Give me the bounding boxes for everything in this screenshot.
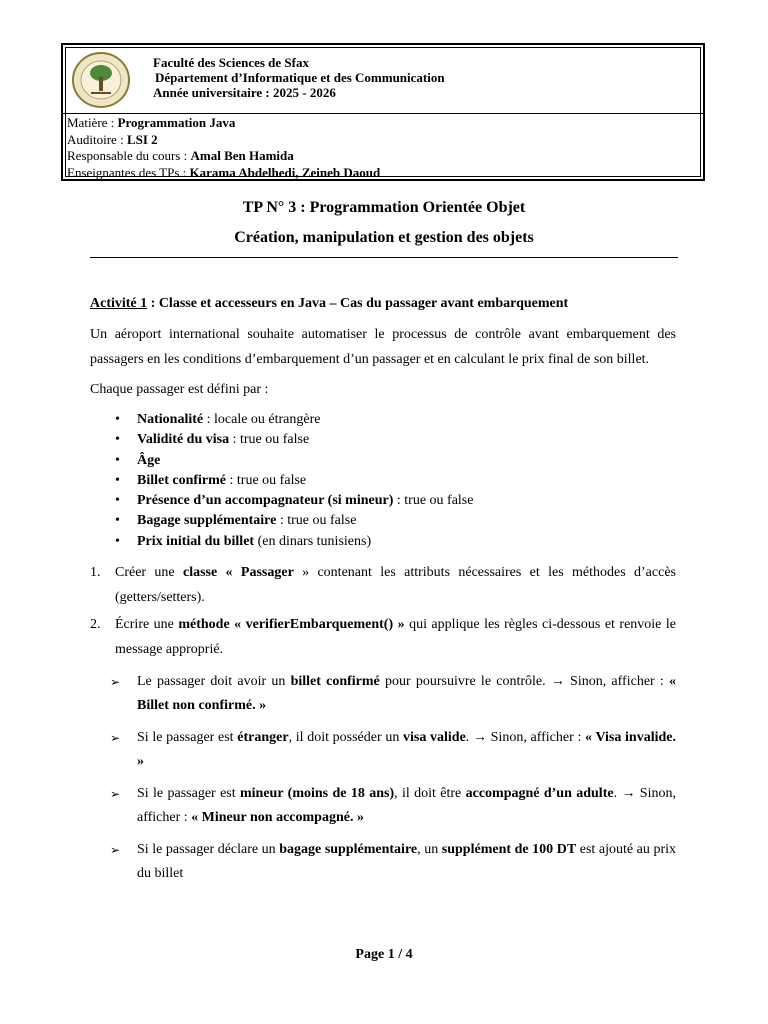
rule-text: , un [417,842,442,858]
rule-item [90,782,676,830]
rule-text: pour poursuivre le contrôle. → Sinon, afficher : [379,674,670,690]
rule-text: billet confirmé [290,674,380,690]
course-audience [67,132,380,149]
page-number-total: 4 [405,947,413,962]
rule-text: bagage supplémentaire [279,842,418,858]
attributes-intro: Chaque passager est défini par : [90,382,269,397]
attribute-name: Présence d’un accompagnateur (si mineur) [137,493,394,509]
rule-text: , il doit être [394,786,466,802]
step-text: qui applique les règles ci-dessous et renvoie le message approprié. [115,617,676,658]
document-subtitle: Création, manipulation et gestion des objets [234,229,534,246]
document-title: TP N° 3 : Programmation Orientée Objet [242,199,526,216]
rule-item [90,726,676,774]
header-box [61,43,705,181]
arrow-bullet-icon: ➢ [110,731,121,746]
arrow-bullet-icon: ➢ [110,787,121,802]
attribute-item [90,532,676,552]
institution-faculty: Faculté des Sciences de Sfax [153,55,309,70]
rule-text: Le passager doit avoir un [137,674,291,690]
page-number-current: 1 [387,947,395,962]
attribute-name: Nationalité [137,412,204,427]
rule-text: , il doit posséder un [288,730,403,746]
course-lab-teachers [67,165,380,182]
rule-text: Si le passager est [137,730,238,746]
rule-text: Si le passager déclare un [137,842,280,858]
page-number-separator: / [394,947,406,962]
header-institution-section [63,45,703,114]
step-text: méthode « verifierEmbarquement() » [178,617,405,633]
institution-academic-year: Année universitaire : 2025 - 2026 [153,85,336,100]
main-content [90,294,676,886]
attribute-desc: (en dinars tunisiens) [254,533,372,549]
course-lab-teachers-label: Enseignantes des TPs : [67,164,190,180]
course-lecturer-label: Responsable du cours : [67,148,191,163]
course-lecturer [67,148,380,165]
step-text: classe « Passager [183,565,294,581]
attribute-item [90,451,676,471]
attribute-item [90,410,676,430]
attribute-name: Validité du visa [137,432,230,448]
course-lab-teachers-value: Karama Abdelhedi, Zeineb Daoud [189,164,381,180]
attributes-list [90,410,676,552]
course-audience-label: Auditoire : [67,131,127,147]
attribute-name: Bagage supplémentaire [137,513,277,529]
steps-list [90,560,676,662]
step-item [90,560,676,610]
page-footer [0,947,768,963]
rule-text: mineur (moins de 18 ans) [240,786,395,802]
activity-heading [90,294,676,314]
rule-text: visa valide [403,730,466,746]
step-number: 1. [90,565,101,581]
step-text: Créer une [115,565,183,581]
course-audience-value: LSI 2 [126,131,158,147]
attribute-name: Prix initial du billet [137,533,255,549]
institution-block [153,55,445,100]
attribute-desc: : true ou false [226,472,307,488]
rule-text: accompagné d’un adulte [465,786,614,802]
activity-intro: Un aéroport international souhaite automatiser le processus de contrôle avant embarquement des passagers en les conditions d’embarquement d’un passager et en calculant le prix final de son billet. [90,327,676,367]
rule-text: « Visa invalide. » [137,730,676,770]
institution-department: Département d’Informatique et des Communication [155,70,445,85]
rule-text: étranger [237,730,289,746]
rule-text: « Mineur non accompagné. » [191,810,364,826]
course-subject [67,115,380,132]
course-subject-label: Matière : [67,115,118,130]
university-logo [71,51,131,109]
rules-list [90,670,676,886]
attribute-name: Billet confirmé [137,472,227,488]
activity-title: : Classe et accesseurs en Java – Cas du passager avant embarquement [147,296,569,311]
attribute-item [90,511,676,531]
course-subject-value: Programmation Java [117,115,236,130]
attribute-name: Âge [137,452,161,468]
step-item [90,612,676,662]
rule-text: . → Sinon, afficher : [137,786,676,826]
attribute-desc: : true ou false [229,432,310,448]
arrow-bullet-icon: ➢ [110,675,121,690]
course-lecturer-value: Amal Ben Hamida [190,148,294,163]
title-divider [90,257,678,258]
arrow-bullet-icon: ➢ [110,843,121,858]
attribute-item [90,491,676,511]
page-number-prefix: Page [355,947,388,962]
rule-text: Si le passager est [137,786,240,802]
attribute-desc: : locale ou étrangère [203,412,321,427]
rule-text: . → Sinon, afficher : [465,730,586,746]
rule-text: « Billet non confirmé. » [137,674,677,714]
attribute-item [90,430,676,450]
attribute-item [90,471,676,491]
rule-text: supplément de 100 DT [441,842,577,858]
step-text: Écrire une [115,617,179,633]
course-info [67,115,380,181]
attribute-desc: : true ou false [276,513,357,529]
step-number: 2. [90,617,101,633]
step-text: » contenant les attributs nécessaires et les méthodes d’accès (getters/setters). [115,565,676,606]
document-titles [0,198,768,258]
rule-item [90,670,676,718]
attribute-desc: : true ou false [393,493,474,509]
rule-text: est ajouté au prix du billet [137,842,676,882]
activity-label: Activité 1 [90,296,148,311]
rule-item [90,838,676,886]
